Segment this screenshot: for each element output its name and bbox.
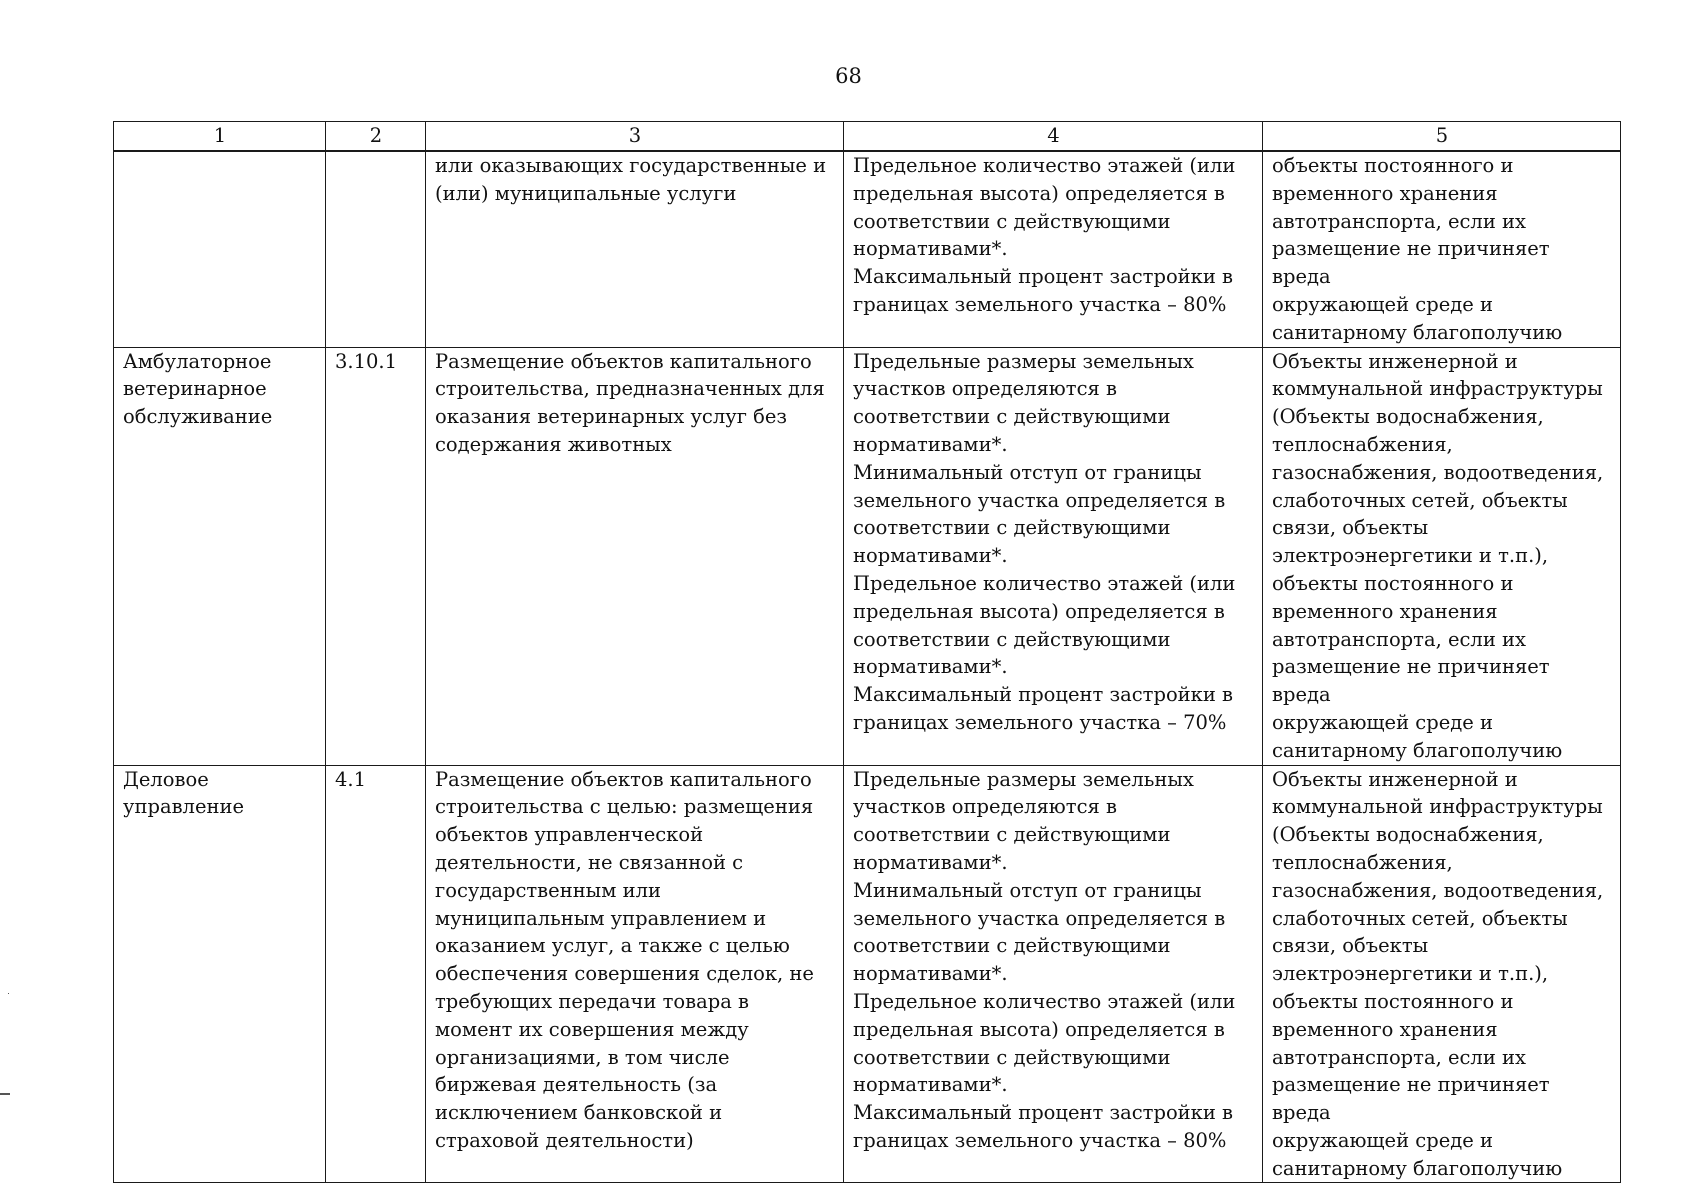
table-row [114, 151, 1621, 347]
cell-description-text: Размещение объектов капитального строительства с целью: размещения объектов управленческой деятельности, не связанной с государственным или муниципальным управлением и оказанием услуг, а также с целью обеспечения совершения сделок, не требующих передачи товара в момент их совершения между организациями, в том числе биржевая деятельность (за исключением банковской и страховой деятельности) [435, 767, 814, 1152]
cell-code-text: 4.1 [335, 767, 367, 791]
cell-auxiliary-text: объекты постоянного и временного хранения автотранспорта, если их размещение не причиняет вреда окружающей среде и санитарному благополучию [1272, 154, 1563, 344]
scan-margin-mark [8, 993, 9, 994]
cell-description [426, 151, 844, 347]
column-header-5: 5 [1263, 122, 1621, 152]
cell-auxiliary [1263, 347, 1621, 765]
column-header-2: 2 [326, 122, 426, 152]
cell-code [326, 765, 426, 1183]
cell-parameters-text: Предельные размеры земельных участков определяются в соответствии с действующими нормативами*. Минимальный отступ от границы земельного участка определяется в соответствии с действующими нормативами*. Предельное количество этажей (или предельная высота) определяется в соответствии с действующими нормативами*. Максимальный процент застройки в границах земельного участка – 80% [853, 767, 1236, 1152]
land-use-table [113, 121, 1621, 1183]
cell-name-text: Деловое управление [123, 767, 245, 819]
column-header-1: 1 [114, 122, 326, 152]
cell-name [114, 347, 326, 765]
cell-description-text: или оказывающих государственные и (или) муниципальные услуги [435, 154, 827, 205]
cell-auxiliary [1263, 151, 1621, 347]
cell-name-text: Амбулаторное ветеринарное обслуживание [123, 349, 273, 429]
cell-description [426, 347, 844, 765]
cell-auxiliary [1263, 765, 1621, 1183]
cell-parameters [844, 347, 1263, 765]
table-row [114, 347, 1621, 765]
table-header-row [114, 122, 1621, 152]
cell-code-text: 3.10.1 [335, 349, 398, 373]
cell-name [114, 765, 326, 1183]
cell-code [326, 151, 426, 347]
table-row [114, 765, 1621, 1183]
scan-margin-mark [0, 1093, 10, 1095]
cell-description [426, 765, 844, 1183]
column-header-3: 3 [426, 122, 844, 152]
cell-parameters-text: Предельное количество этажей (или предельная высота) определяется в соответствии с действующими нормативами*. Максимальный процент застройки в границах земельного участка – 80% [853, 154, 1236, 316]
cell-auxiliary-text: Объекты инженерной и коммунальной инфраструктуры (Объекты водоснабжения, теплоснабжения, газоснабжения, водоотведения, слаботочных сетей, объекты связи, объекты электроэнергетики и т.п.), объекты постоянного и временного хранения автотранспорта, если их размещение не причиняет вреда окружающей среде и санитарному благополучию [1272, 767, 1604, 1180]
cell-auxiliary-text: Объекты инженерной и коммунальной инфраструктуры (Объекты водоснабжения, теплоснабжения, газоснабжения, водоотведения, слаботочных сетей, объекты связи, объекты электроэнергетики и т.п.), объекты постоянного и временного хранения автотранспорта, если их размещение не причиняет вреда окружающей среде и санитарному благополучию [1272, 349, 1604, 762]
cell-parameters [844, 151, 1263, 347]
column-header-4: 4 [844, 122, 1263, 152]
cell-parameters [844, 765, 1263, 1183]
cell-description-text: Размещение объектов капитального строительства, предназначенных для оказания ветеринарных услуг без содержания животных [435, 349, 825, 456]
cell-code [326, 347, 426, 765]
cell-parameters-text: Предельные размеры земельных участков определяются в соответствии с действующими нормативами*. Минимальный отступ от границы земельного участка определяется в соответствии с действующими нормативами*. Предельное количество этажей (или предельная высота) определяется в соответствии с действующими нормативами*. Максимальный процент застройки в границах земельного участка – 70% [853, 349, 1236, 734]
cell-name [114, 151, 326, 347]
page-number: 68 [835, 64, 862, 88]
